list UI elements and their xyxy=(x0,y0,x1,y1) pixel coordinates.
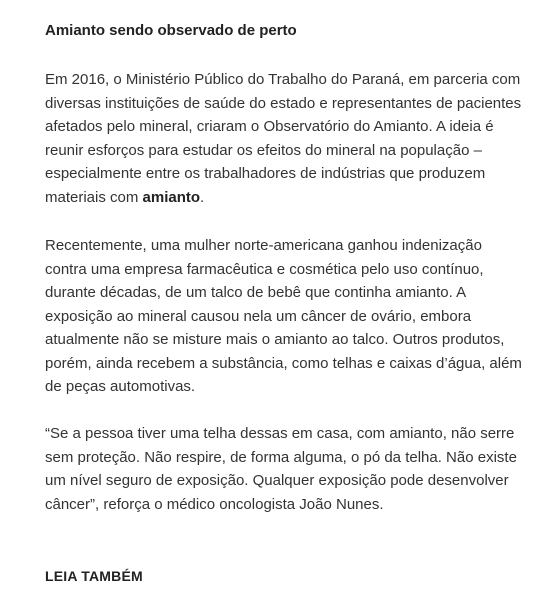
see-also-label: LEIA TAMBÉM xyxy=(45,568,143,584)
paragraph-text-end: . xyxy=(200,188,205,206)
bold-keyword: amianto xyxy=(142,188,201,206)
paragraph-text: Em 2016, o Ministério Público do Trabalho do Paraná, em parceria com diversas instituições de saúde do estado e representantes de pacientes afetados pelo mineral, criaram o Observatório do Amianto. A ideia é reunir esforços para estudar os efeitos do mineral na população – especialmente entre os trabalhadores de indústrias que produzem materiais com xyxy=(45,71,522,206)
section-heading: Amianto sendo observado de perto xyxy=(45,22,297,39)
paragraph-observatory xyxy=(45,68,525,209)
paragraph-talc-case: Recentemente, uma mulher norte-americana ganhou indenização contra uma empresa farmacêutica e cosmética pelo uso contínuo, durante décadas, de um talco de bebê que continha amianto. A exposição ao mineral causou nela um câncer de ovário, embora atualmente não se misture mais o amianto ao talco. Outros produtos, porém, ainda recebem a substância, como telhas e caixas d’água, além de peças automotivas. xyxy=(45,237,522,395)
paragraph-quote: “Se a pessoa tiver uma telha dessas em casa, com amianto, não serre sem proteção. Não respire, de forma alguma, o pó da telha. Não existe um nível seguro de exposição. Qualquer exposição pode desenvolver câncer”, reforça o médico oncologista João Nunes. xyxy=(45,425,517,513)
